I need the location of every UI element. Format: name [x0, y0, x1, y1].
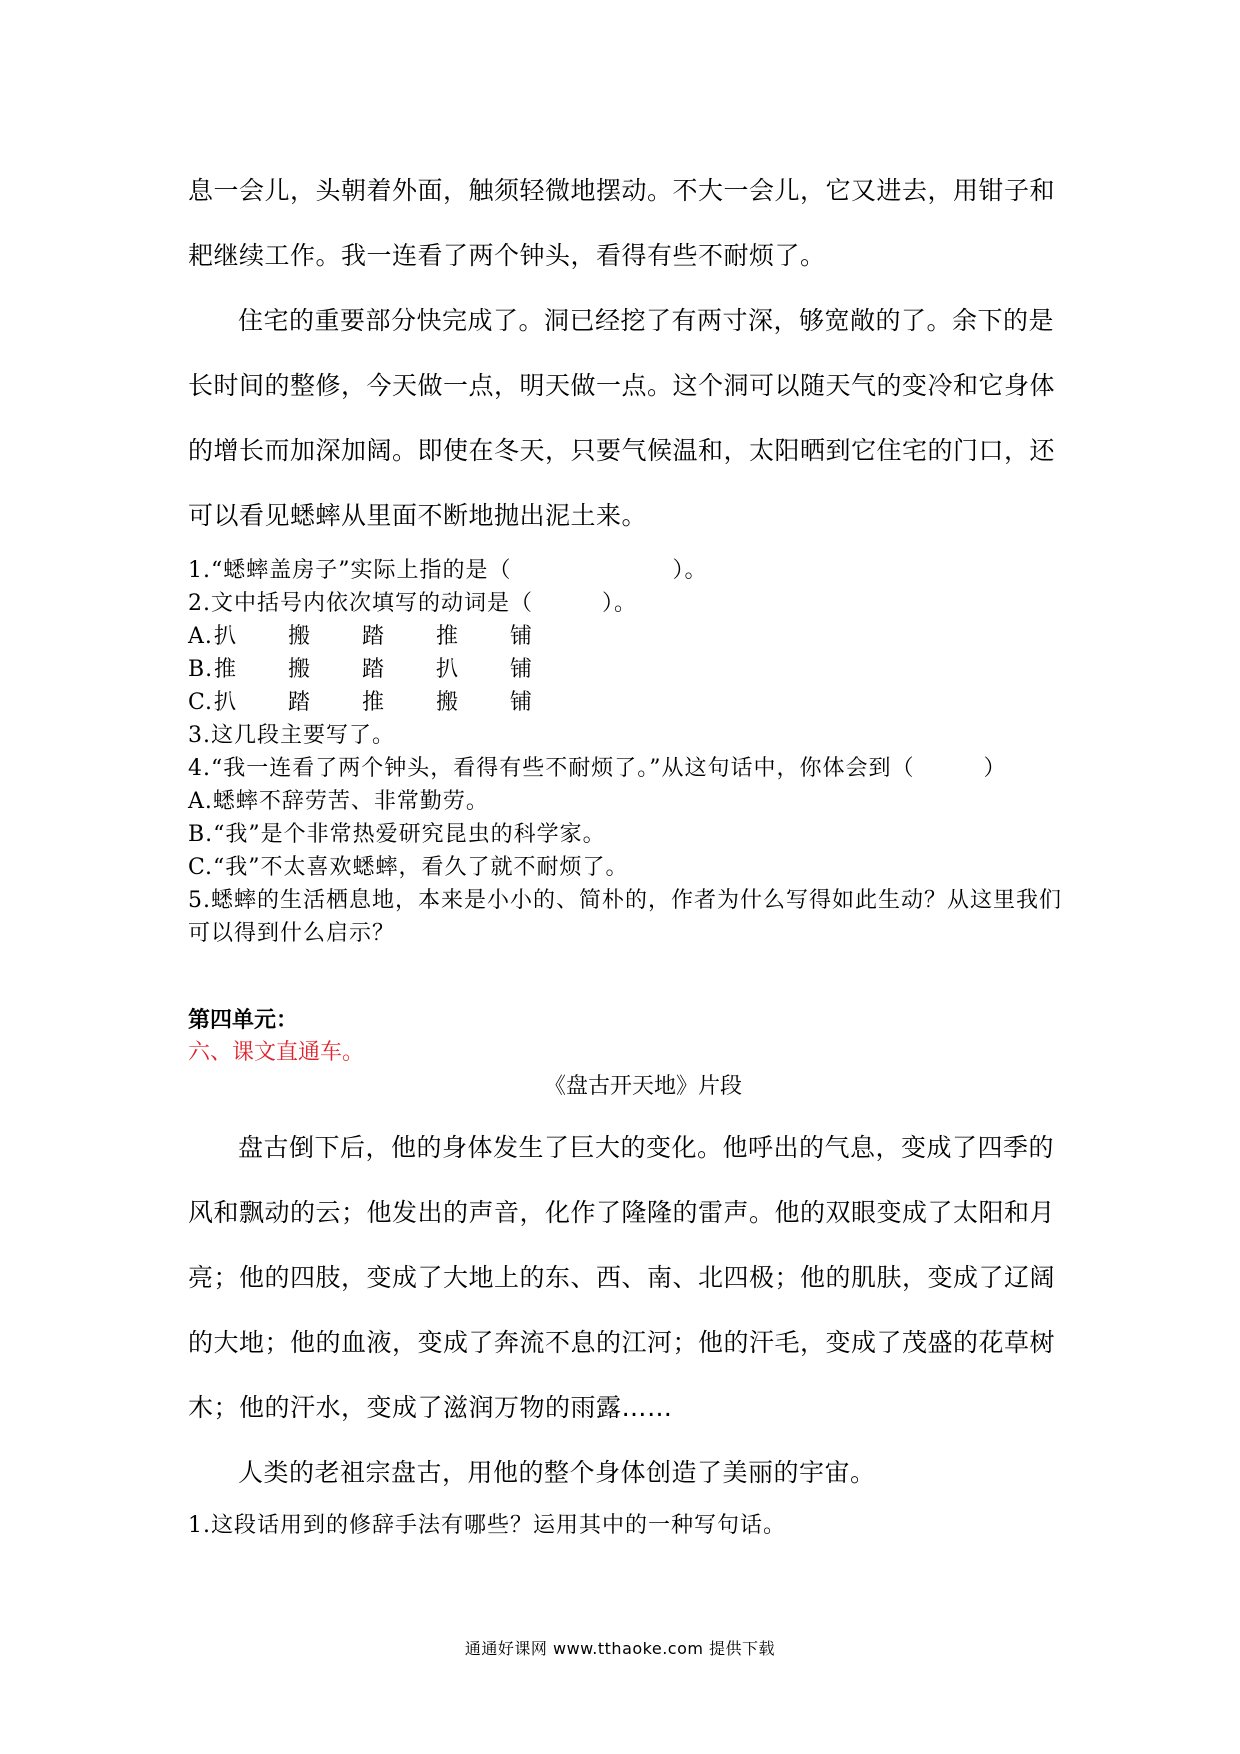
passage1-paragraph2: 住宅的重要部分快完成了。洞已经挖了有两寸深，够宽敞的了。余下的是长时间的整修，今天做一点，明天做一点。这个洞可以随天气的变冷和它身体的增长而加深加阔。即使在冬天，只要气候温和，太阳晒到它住宅的门口，还可以看见蟋蟀从里面不断地抛出泥土来。	[188, 306, 1056, 530]
option-word: 搬	[436, 690, 460, 715]
page-footer: 通通好课网 www.tthaoke.com 提供下载	[464, 1639, 776, 1658]
option-word: 搬	[288, 624, 312, 649]
option-word: 搬	[288, 657, 312, 682]
option-word: 推	[362, 690, 386, 715]
option-word: 扒	[436, 657, 460, 682]
option-word: 踏	[362, 624, 386, 649]
option-word: 推	[436, 624, 460, 649]
section-title: 六、课文直通车。	[188, 1040, 365, 1065]
option-word: 铺	[510, 690, 534, 715]
question-4-option-c: C.“我”不太喜欢蟋蟀，看久了就不耐烦了。	[188, 855, 629, 880]
option-label: C.	[188, 690, 214, 715]
question-3: 3.这几段主要写了。	[188, 723, 395, 748]
passage1-paragraph1: 息一会儿，头朝着外面，触须轻微地摆动。不大一会儿，它又进去，用钳子和耙继续工作。我一连看了两个钟头，看得有些不耐烦了。	[188, 176, 1056, 270]
q2-option-c	[188, 686, 1068, 719]
option-label: B.	[188, 657, 214, 682]
page-content	[188, 158, 1068, 1542]
option-word: 踏	[362, 657, 386, 682]
unit4-question-1: 1.这段话用到的修辞手法有哪些？运用其中的一种写句话。	[188, 1513, 786, 1538]
option-word: 踏	[288, 690, 312, 715]
question-4: 4.“我一连看了两个钟头，看得有些不耐烦了。”从这句话中，你体会到（ ）	[188, 756, 1007, 781]
question-4-option-a: A.蟋蟀不辞劳苦、非常勤劳。	[188, 789, 489, 814]
passage2-paragraph2: 人类的老祖宗盘古，用他的整个身体创造了美丽的宇宙。	[238, 1458, 876, 1487]
option-word: 铺	[510, 657, 534, 682]
option-word: 扒	[214, 624, 238, 649]
passage-title: 《盘古开天地》片段	[543, 1074, 742, 1099]
option-word: 铺	[510, 624, 534, 649]
unit-title: 第四单元：	[188, 1008, 299, 1033]
question-5: 5.蟋蟀的生活栖息地，本来是小小的、简朴的，作者为什么写得如此生动？从这里我们可以得到什么启示？	[188, 888, 1062, 946]
option-label: A.	[188, 624, 213, 649]
q2-option-b	[188, 653, 1068, 686]
q2-option-a	[188, 620, 1068, 653]
question-4-option-b: B.“我”是个非常热爱研究昆虫的科学家。	[188, 822, 606, 847]
passage2-paragraph1: 盘古倒下后，他的身体发生了巨大的变化。他呼出的气息，变成了四季的风和飘动的云；他发出的声音，化作了隆隆的雷声。他的双眼变成了太阳和月亮；他的四肢，变成了大地上的东、西、南、北四极；他的肌肤，变成了辽阔的大地；他的血液，变成了奔流不息的江河；他的汗毛，变成了茂盛的花草树木；他的汗水，变成了滋润万物的雨露……	[188, 1133, 1056, 1422]
option-word: 推	[214, 657, 238, 682]
option-word: 扒	[214, 690, 238, 715]
question-1: 1.“蟋蟀盖房子”实际上指的是（ ）。	[188, 558, 708, 583]
question-2: 2.文中括号内依次填写的动词是（ ）。	[188, 591, 637, 616]
